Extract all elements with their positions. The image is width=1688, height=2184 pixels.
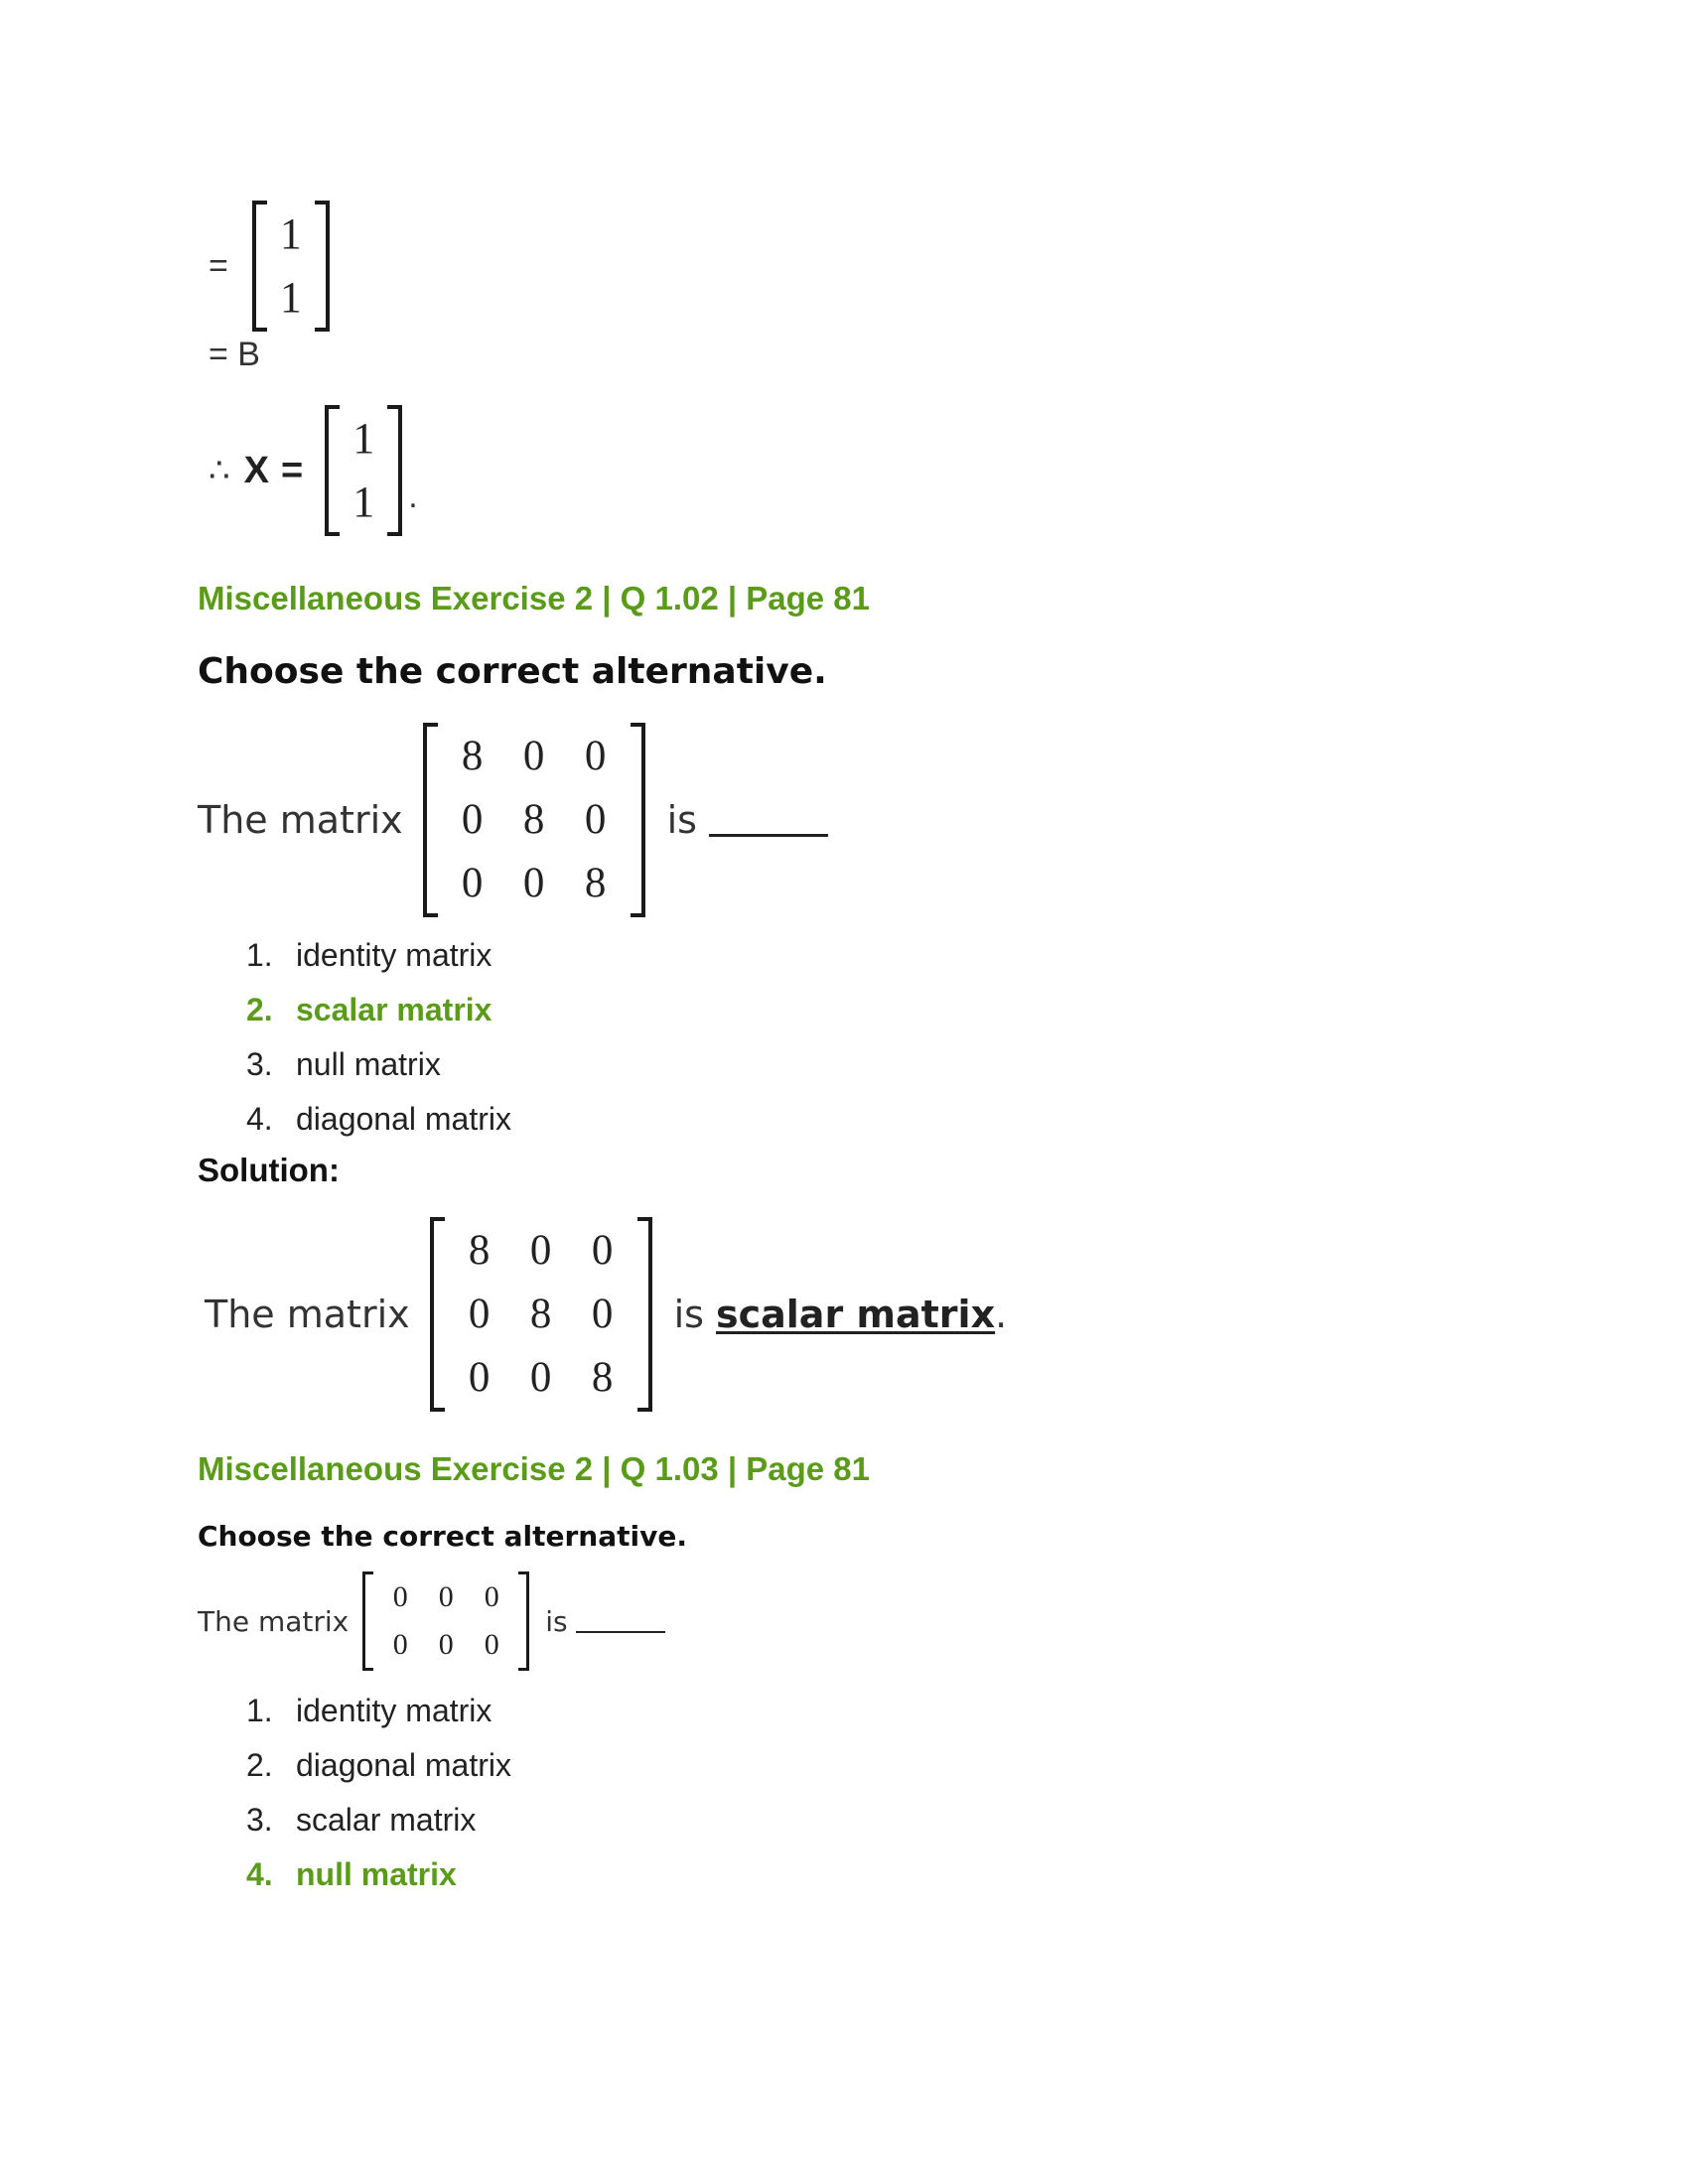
- exercise-heading-q103[interactable]: Miscellaneous Exercise 2 | Q 1.03 | Page 81: [198, 1450, 871, 1487]
- matrix-cells: [373, 1571, 518, 1671]
- answer-blank: [709, 804, 828, 837]
- left-bracket: [252, 201, 267, 332]
- variable-x: X: [243, 449, 269, 491]
- solution-label: Solution:: [198, 1152, 340, 1188]
- vector-equation-line: [209, 201, 330, 332]
- question-is: is: [666, 798, 697, 842]
- solution-is: is: [673, 1293, 704, 1336]
- matrix-entry: 8: [591, 1354, 614, 1401]
- vector-cells: [267, 201, 315, 332]
- matrix-entry: 0: [438, 1580, 454, 1613]
- matrix-entry: 0: [484, 1628, 499, 1661]
- matrix-cells: [445, 1217, 637, 1412]
- right-bracket: [631, 723, 645, 917]
- therefore-symbol: ∴: [209, 452, 230, 489]
- matrix-entry: 0: [584, 733, 607, 779]
- matrix-entry: 8: [529, 1291, 552, 1337]
- question-lead: The matrix: [198, 798, 403, 842]
- option-item[interactable]: 1. identity matrix: [246, 937, 492, 973]
- matrix-entry: 0: [529, 1354, 552, 1401]
- instruction-q103: Choose the correct alternative.: [198, 1520, 687, 1553]
- option-item-correct[interactable]: 4. null matrix: [246, 1856, 457, 1892]
- matrix-3x3: [423, 723, 645, 917]
- matrix-entry: 0: [591, 1227, 614, 1274]
- right-bracket: [315, 201, 330, 332]
- matrix-entry: 0: [468, 1291, 491, 1337]
- question-is: is: [545, 1604, 568, 1638]
- matrix-entry: 0: [522, 860, 545, 906]
- solution-period: .: [995, 1293, 1008, 1336]
- matrix-entry: 0: [529, 1227, 552, 1274]
- option-item[interactable]: 4. diagonal matrix: [246, 1101, 511, 1137]
- vector-entry: 1: [352, 478, 375, 526]
- matrix-entry: 0: [392, 1580, 408, 1613]
- solution-statement-q102: [205, 1217, 1007, 1412]
- right-bracket: [518, 1571, 529, 1671]
- matrix-entry: 0: [484, 1580, 499, 1613]
- left-bracket: [362, 1571, 373, 1671]
- solution-lead: The matrix: [205, 1293, 410, 1336]
- left-bracket: [430, 1217, 445, 1412]
- instruction-q102: Choose the correct alternative.: [198, 651, 827, 692]
- exercise-heading-q102[interactable]: Miscellaneous Exercise 2 | Q 1.02 | Page 81: [198, 580, 871, 616]
- question-statement-q103: [198, 1571, 665, 1671]
- matrix-entry: 0: [591, 1291, 614, 1337]
- vector-cells: [340, 405, 387, 536]
- question-lead: The matrix: [198, 1604, 350, 1638]
- vector-entry: 1: [279, 273, 302, 322]
- left-bracket: [325, 405, 340, 536]
- matrix-2x3: [362, 1571, 529, 1671]
- right-bracket: [387, 405, 402, 536]
- matrix-entry: 8: [522, 796, 545, 843]
- matrix-entry: 0: [584, 796, 607, 843]
- answer-blank: [576, 1609, 665, 1633]
- options-list-q102: [246, 928, 511, 1147]
- equals-sign: =: [281, 449, 304, 491]
- options-list-q103: [246, 1684, 511, 1902]
- period: .: [408, 478, 418, 515]
- matrix-entry: 0: [392, 1628, 408, 1661]
- column-vector: [325, 405, 402, 536]
- matrix-entry: 0: [461, 860, 484, 906]
- column-vector: [252, 201, 330, 332]
- matrix-entry: 0: [461, 796, 484, 843]
- option-item[interactable]: 3. null matrix: [246, 1046, 441, 1082]
- vector-entry: 1: [279, 209, 302, 258]
- option-item[interactable]: 3. scalar matrix: [246, 1802, 477, 1838]
- matrix-entry: 0: [522, 733, 545, 779]
- matrix-entry: 8: [468, 1227, 491, 1274]
- matrix-entry: 8: [461, 733, 484, 779]
- option-item[interactable]: 2. diagonal matrix: [246, 1747, 511, 1783]
- left-bracket: [423, 723, 438, 917]
- right-bracket: [637, 1217, 652, 1412]
- question-statement-q102: [198, 723, 828, 917]
- equals-sign: =: [209, 246, 228, 285]
- solution-answer: scalar matrix: [715, 1293, 996, 1336]
- matrix-cells: [438, 723, 631, 917]
- vector-entry: 1: [352, 414, 375, 463]
- matrix-entry: 0: [438, 1628, 454, 1661]
- option-item[interactable]: 1. identity matrix: [246, 1693, 492, 1728]
- matrix-entry: 8: [584, 860, 607, 906]
- matrix-entry: 0: [468, 1354, 491, 1401]
- equals-b-text: = B: [209, 336, 260, 373]
- matrix-3x3: [430, 1217, 652, 1412]
- option-item-correct[interactable]: 2. scalar matrix: [246, 992, 492, 1027]
- therefore-line: [209, 405, 418, 536]
- equals-b-line: [209, 336, 260, 374]
